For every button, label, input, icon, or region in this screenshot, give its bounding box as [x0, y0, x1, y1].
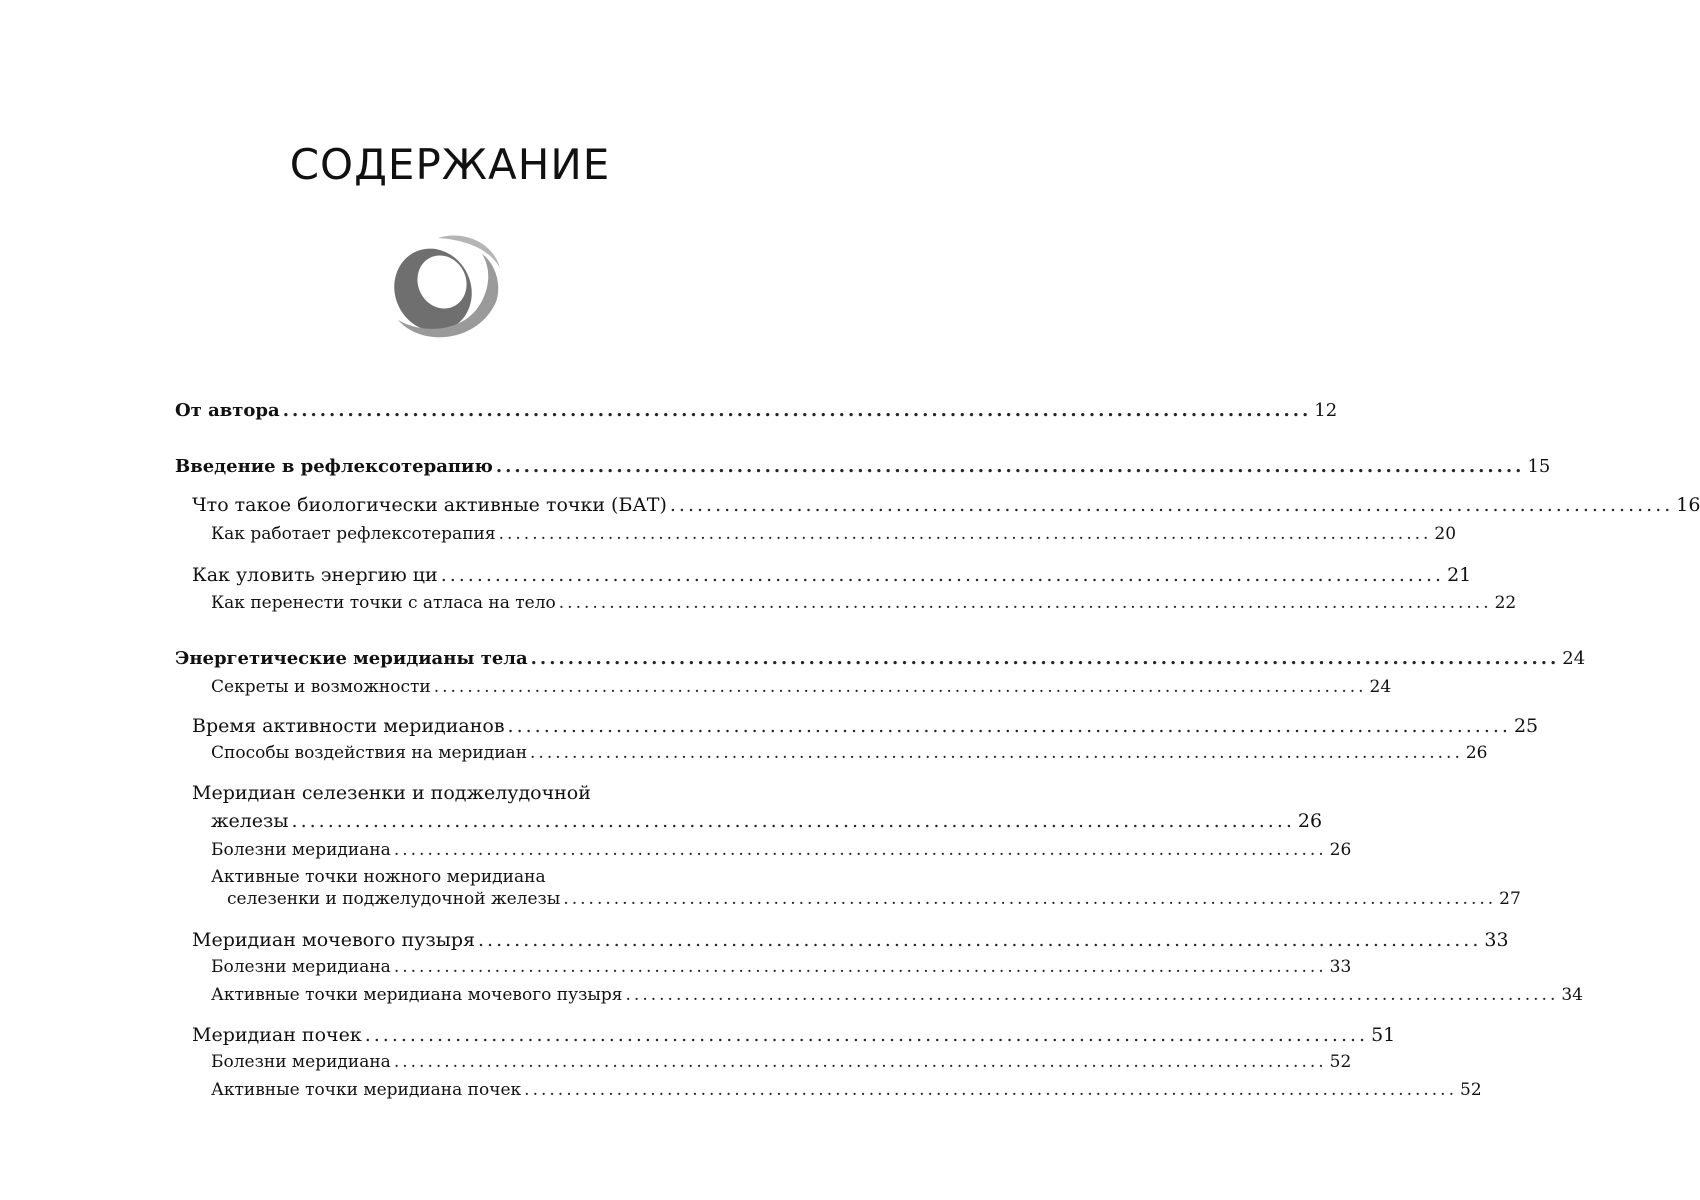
toc-page-number: 34 [1561, 985, 1583, 1005]
dot-leader: ............................................................................................................... [625, 985, 1559, 1005]
toc-entry[interactable] [211, 985, 1583, 1005]
toc-page-number: 33 [1484, 929, 1509, 951]
toc-page-number: 12 [1314, 400, 1338, 421]
toc-entry[interactable] [211, 593, 1517, 613]
toc-page-number: 15 [1527, 456, 1551, 477]
toc-entry[interactable] [175, 400, 1338, 421]
toc-entry[interactable] [211, 743, 1488, 763]
toc-page-number: 16 [1676, 494, 1700, 516]
dot-leader: ............................................................................................................... [530, 743, 1463, 763]
toc-page-number: 22 [1494, 593, 1517, 613]
dot-leader: ............................................................................................................... [393, 1052, 1327, 1072]
toc-entry-title-line: Меридиан селезенки и поджелудочной [192, 782, 591, 804]
dot-leader: ............................................................................................................... [393, 840, 1327, 860]
toc-page-number: 24 [1369, 677, 1392, 697]
toc-entry-title: Способы воздействия на меридиан [211, 743, 528, 763]
toc-entry[interactable] [192, 564, 1472, 586]
dot-leader: ............................................................................................................... [364, 1024, 1369, 1046]
toc-entry-title: Болезни меридиана [211, 1052, 391, 1072]
dot-leader: ............................................................................................................... [507, 715, 1511, 737]
toc-page-number: 51 [1371, 1024, 1396, 1046]
dot-leader: ............................................................................................................... [524, 1080, 1457, 1100]
dot-leader: ............................................................................................................... [563, 889, 1497, 909]
toc-entry[interactable] [227, 889, 1521, 909]
toc-entry[interactable] [175, 648, 1586, 669]
dot-leader: ............................................................................................................... [669, 494, 1674, 516]
dot-leader: ............................................................................................................... [433, 677, 1367, 697]
toc-page-number: 20 [1434, 524, 1457, 544]
toc-entry[interactable] [192, 715, 1539, 737]
toc-entry-title: Меридиан мочевого пузыря [192, 929, 475, 951]
toc-entry[interactable] [211, 524, 1457, 544]
toc-entry-title: Что такое биологически активные точки (БАТ) [192, 494, 667, 516]
toc-entry[interactable] [175, 456, 1551, 477]
page-title: СОДЕРЖАНИЕ [289, 140, 611, 189]
toc-page-number: 26 [1329, 840, 1352, 860]
toc-entry-title: Болезни меридиана [211, 957, 391, 977]
toc-entry-title: Энергетические меридианы тела [175, 648, 528, 669]
dot-leader: ............................................................................................................... [478, 929, 1482, 951]
toc-page-number: 25 [1513, 715, 1539, 737]
toc-page-number: 21 [1447, 564, 1472, 586]
toc-entry[interactable] [211, 1052, 1352, 1072]
toc-entry[interactable] [192, 929, 1509, 951]
dot-leader: ............................................................................................................... [558, 593, 1492, 613]
toc-entry-title: Как работает рефлексотерапия [211, 524, 496, 544]
toc-entry-title: Введение в рефлексотерапию [175, 456, 493, 477]
dot-leader: ............................................................................................................... [282, 400, 1312, 421]
toc-entry[interactable] [211, 1080, 1482, 1100]
toc-page-number: 26 [1465, 743, 1488, 763]
dot-leader: ............................................................................................................... [440, 564, 1445, 586]
toc-entry[interactable] [211, 840, 1352, 860]
toc-page-number: 33 [1329, 957, 1352, 977]
toc-entry[interactable] [211, 677, 1392, 697]
dot-leader: ............................................................................................................... [291, 810, 1295, 832]
toc-page-number: 27 [1499, 889, 1521, 909]
toc-page-number: 52 [1460, 1080, 1482, 1100]
toc-entry-title: Время активности меридианов [192, 715, 505, 737]
dot-leader: ............................................................................................................... [498, 524, 1432, 544]
toc-entry-title-line: Активные точки ножного меридиана [211, 867, 546, 887]
dot-leader: ............................................................................................................... [495, 456, 1525, 477]
toc-entry-title: Активные точки меридиана мочевого пузыря [211, 985, 623, 1005]
toc-entry-title: Меридиан почек [192, 1024, 362, 1046]
toc-entry-title: железы [211, 810, 289, 832]
toc-page-number: 24 [1562, 648, 1586, 669]
toc-entry-title: Как перенести точки с атласа на тело [211, 593, 556, 613]
toc-entry-title: От автора [175, 400, 280, 421]
toc-entry[interactable] [192, 494, 1700, 516]
toc-entry-title: Как уловить энергию ци [192, 564, 438, 586]
toc-entry[interactable] [211, 810, 1323, 832]
toc-page-number: 26 [1297, 810, 1323, 832]
dot-leader: ............................................................................................................... [393, 957, 1327, 977]
toc-entry[interactable] [211, 957, 1352, 977]
toc-entry-title: Болезни меридиана [211, 840, 391, 860]
toc-entry-title: Активные точки меридиана почек [211, 1080, 522, 1100]
toc-entry-title: Секреты и возможности [211, 677, 431, 697]
toc-entry-title: селезенки и поджелудочной железы [227, 889, 561, 909]
toc-entry[interactable] [192, 1024, 1396, 1046]
dot-leader: ............................................................................................................... [530, 648, 1560, 669]
toc-page-number: 52 [1329, 1052, 1352, 1072]
